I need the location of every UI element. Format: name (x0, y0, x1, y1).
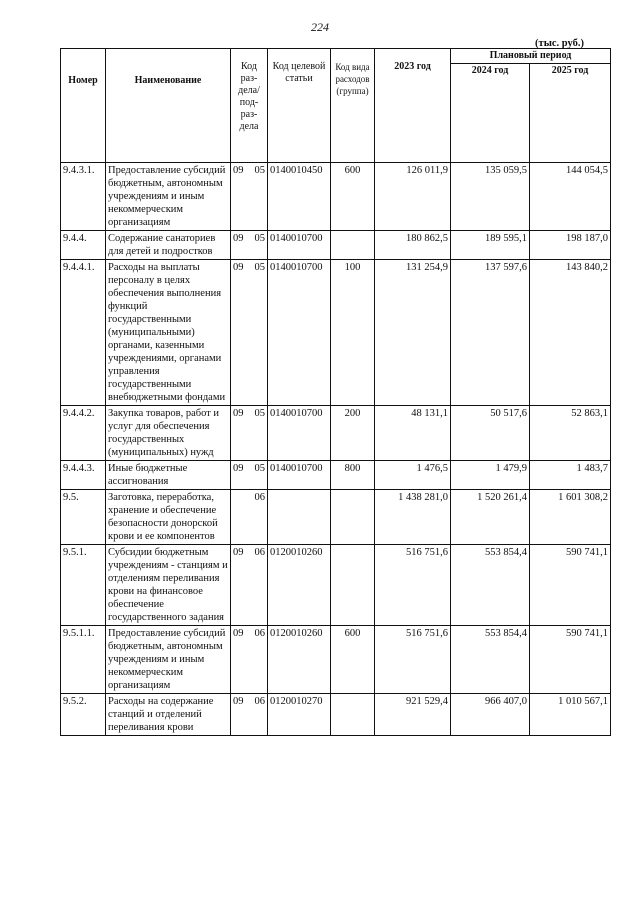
row-section-code (231, 490, 268, 545)
row-razdel: 09 (233, 165, 244, 176)
row-value-2023: 131 254,9 (375, 260, 451, 406)
table-row (61, 694, 611, 736)
row-target-code (268, 490, 331, 545)
row-expense-code: 600 (331, 626, 375, 694)
table-row (61, 260, 611, 406)
row-value-2023: 516 751,6 (375, 545, 451, 626)
row-expense-code (331, 694, 375, 736)
row-name: Предоставление субсидий бюджетным, автономным учреждениям и иным некоммерческим организациям (106, 163, 231, 231)
row-value-2023: 1 438 281,0 (375, 490, 451, 545)
row-name: Расходы на содержание станций и отделений переливания крови (106, 694, 231, 736)
row-name: Закупка товаров, работ и услуг для обеспечения государственных (муниципальных) нужд (106, 406, 231, 461)
row-target-code: 0140010450 (268, 163, 331, 231)
row-name: Иные бюджетные ассигнования (106, 461, 231, 490)
row-value-2025: 198 187,0 (530, 231, 611, 260)
row-podrazdel: 05 (254, 463, 265, 474)
row-value-2024: 137 597,6 (451, 260, 530, 406)
row-target-code: 0140010700 (268, 260, 331, 406)
row-name: Расходы на выплаты персоналу в целях обеспечения выполнения функций государственными (муниципальными) органами, казенными учреждениями, органами управления государственными внебюджетными фондами (106, 260, 231, 406)
row-razdel: 09 (233, 408, 244, 419)
row-number: 9.4.4.3. (61, 461, 106, 490)
row-name: Содержание санаториев для детей и подростков (106, 231, 231, 260)
row-value-2024: 553 854,4 (451, 545, 530, 626)
row-podrazdel: 06 (254, 628, 265, 639)
header-planned-period: Плановый период (451, 49, 611, 64)
row-target-code: 0140010700 (268, 461, 331, 490)
row-section-code (231, 406, 268, 461)
row-number: 9.4.4.1. (61, 260, 106, 406)
row-section-code (231, 260, 268, 406)
row-section-code (231, 461, 268, 490)
row-section-code (231, 231, 268, 260)
table-row (61, 490, 611, 545)
row-value-2024: 135 059,5 (451, 163, 530, 231)
row-value-2024: 966 407,0 (451, 694, 530, 736)
table-row (61, 626, 611, 694)
row-value-2023: 1 476,5 (375, 461, 451, 490)
row-target-code: 0140010700 (268, 406, 331, 461)
row-podrazdel: 05 (254, 408, 265, 419)
row-value-2024: 553 854,4 (451, 626, 530, 694)
row-section-code (231, 545, 268, 626)
row-razdel: 09 (233, 628, 244, 639)
row-value-2025: 1 601 308,2 (530, 490, 611, 545)
header-section-code: Код раз-дела/ под-раз-дела (231, 49, 268, 163)
header-2024: 2024 год (451, 64, 530, 163)
table-row (61, 545, 611, 626)
header-name: Наименование (106, 49, 231, 163)
row-value-2023: 126 011,9 (375, 163, 451, 231)
row-value-2024: 1 479,9 (451, 461, 530, 490)
row-value-2024: 1 520 261,4 (451, 490, 530, 545)
row-expense-code (331, 490, 375, 545)
row-razdel: 09 (233, 233, 244, 244)
row-target-code: 0120010260 (268, 545, 331, 626)
row-podrazdel: 06 (254, 696, 265, 707)
page-number: 224 (311, 20, 329, 34)
row-section-code (231, 626, 268, 694)
row-name: Субсидии бюджетным учреждениям - станциям и отделениям переливания крови на финансовое обеспечение государственного задания (106, 545, 231, 626)
row-section-code (231, 694, 268, 736)
row-value-2023: 180 862,5 (375, 231, 451, 260)
table-row (61, 163, 611, 231)
row-name: Заготовка, переработка, хранение и обеспечение безопасности донорской крови и ее компонентов (106, 490, 231, 545)
budget-table (60, 48, 611, 736)
row-number: 9.4.3.1. (61, 163, 106, 231)
row-expense-code (331, 231, 375, 260)
row-target-code: 0120010270 (268, 694, 331, 736)
row-number: 9.5.1. (61, 545, 106, 626)
row-podrazdel: 06 (254, 547, 265, 558)
row-value-2025: 1 483,7 (530, 461, 611, 490)
row-section-code (231, 163, 268, 231)
row-number: 9.5.1.1. (61, 626, 106, 694)
row-expense-code: 800 (331, 461, 375, 490)
row-expense-code (331, 545, 375, 626)
table-body (61, 163, 611, 736)
units-label: (тыс. руб.) (535, 38, 584, 49)
row-razdel: 09 (233, 463, 244, 474)
row-podrazdel: 05 (254, 233, 265, 244)
row-value-2024: 189 595,1 (451, 231, 530, 260)
row-number: 9.4.4.2. (61, 406, 106, 461)
header-target-code: Код целевой статьи (268, 49, 331, 163)
row-expense-code: 200 (331, 406, 375, 461)
row-target-code: 0140010700 (268, 231, 331, 260)
table-row (61, 461, 611, 490)
header-2023: 2023 год (375, 49, 451, 163)
row-podrazdel: 06 (254, 492, 265, 503)
row-value-2025: 52 863,1 (530, 406, 611, 461)
row-razdel: 09 (233, 262, 244, 273)
row-number: 9.5. (61, 490, 106, 545)
row-number: 9.5.2. (61, 694, 106, 736)
row-value-2023: 921 529,4 (375, 694, 451, 736)
row-expense-code: 600 (331, 163, 375, 231)
row-razdel: 09 (233, 547, 244, 558)
row-value-2023: 516 751,6 (375, 626, 451, 694)
header-2025: 2025 год (530, 64, 611, 163)
row-name: Предоставление субсидий бюджетным, автономным учреждениям и иным некоммерческим организациям (106, 626, 231, 694)
row-value-2025: 590 741,1 (530, 545, 611, 626)
row-number: 9.4.4. (61, 231, 106, 260)
row-expense-code: 100 (331, 260, 375, 406)
row-razdel: 09 (233, 696, 244, 707)
row-value-2025: 590 741,1 (530, 626, 611, 694)
row-value-2023: 48 131,1 (375, 406, 451, 461)
table-row (61, 231, 611, 260)
table-row (61, 406, 611, 461)
row-value-2025: 144 054,5 (530, 163, 611, 231)
row-target-code: 0120010260 (268, 626, 331, 694)
row-value-2025: 143 840,2 (530, 260, 611, 406)
row-value-2024: 50 517,6 (451, 406, 530, 461)
header-number: Номер (61, 49, 106, 163)
row-podrazdel: 05 (254, 165, 265, 176)
header-expense-code: Код вида расходов (группа) (331, 49, 375, 163)
row-podrazdel: 05 (254, 262, 265, 273)
row-value-2025: 1 010 567,1 (530, 694, 611, 736)
